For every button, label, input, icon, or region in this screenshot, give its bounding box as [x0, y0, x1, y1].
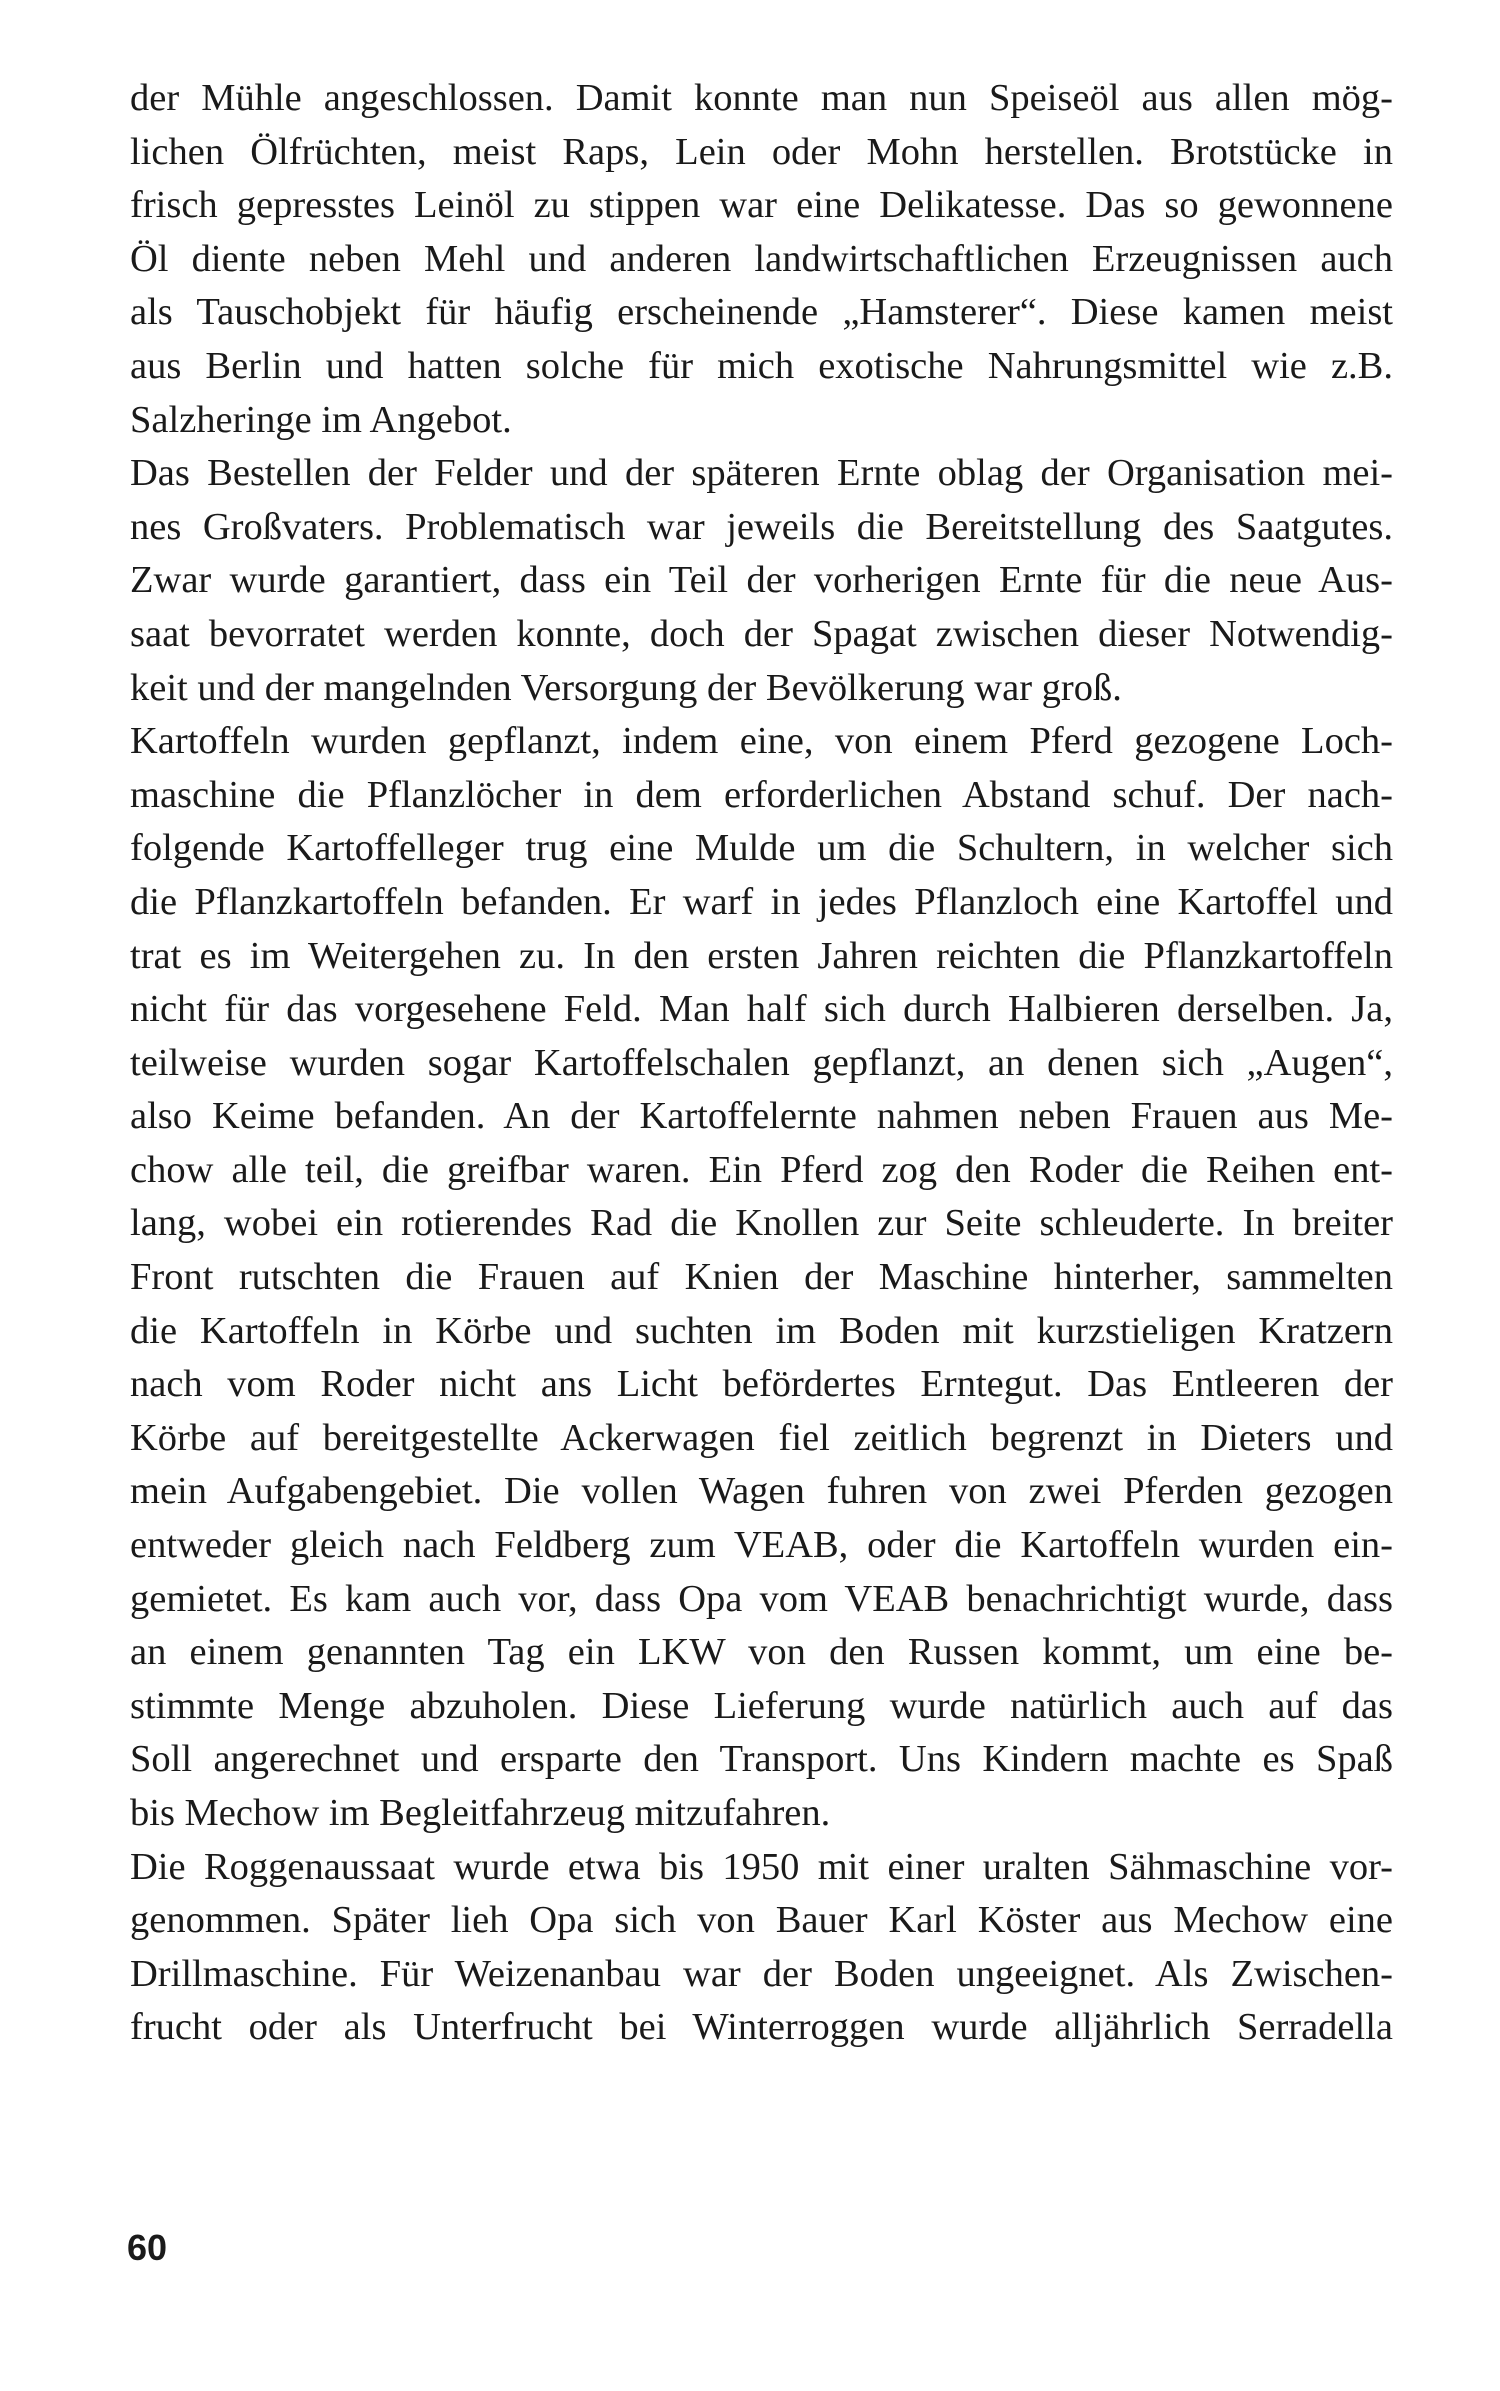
- text-line: teilweise wurden sogar Kartoffelschalen gepflanzt, an denen sich „Augen“,: [130, 1041, 1393, 1084]
- text-line: der Mühle angeschlossen. Damit konnte man nun Speiseöl aus allen mög-: [130, 77, 1393, 119]
- text-line: als Tauschobjekt für häufig erscheinende „Hamsterer“. Diese kamen meist: [130, 291, 1393, 334]
- page-number: 60: [127, 2227, 168, 2268]
- text-line: nach vom Roder nicht ans Licht befördertes Erntegut. Das Entleeren der: [130, 1363, 1393, 1406]
- text-line: lichen Ölfrüchten, meist Raps, Lein oder Mohn herstellen. Brotstücke in: [130, 130, 1393, 173]
- text-line: Das Bestellen der Felder und der späteren Ernte oblag der Organisation mei-: [130, 452, 1393, 495]
- text-line: keit und der mangelnden Versorgung der Bevölkerung war groß.: [130, 666, 1122, 709]
- text-line: die Pflanzkartoffeln befanden. Er warf in jedes Pflanzloch eine Kartoffel und: [130, 880, 1393, 923]
- text-line: die Kartoffeln in Körbe und suchten im Boden mit kurzstieligen Kratzern: [130, 1309, 1393, 1352]
- text-line: trat es im Weitergehen zu. In den ersten Jahren reichten die Pflanzkartoffeln: [130, 934, 1393, 977]
- text-line: gemietet. Es kam auch vor, dass Opa vom VEAB benachrichtigt wurde, dass: [130, 1577, 1393, 1620]
- text-line: Kartoffeln wurden gepflanzt, indem eine, von einem Pferd gezogene Loch-: [130, 720, 1393, 763]
- text-line: chow alle teil, die greifbar waren. Ein Pferd zog den Roder die Reihen ent-: [130, 1148, 1393, 1191]
- text-line: nicht für das vorgesehene Feld. Man half sich durch Halbieren derselben. Ja,: [130, 988, 1393, 1031]
- text-line: Front rutschten die Frauen auf Knien der Maschine hinterher, sammelten: [130, 1256, 1393, 1299]
- text-line: bis Mechow im Begleitfahrzeug mitzufahren.: [130, 1792, 831, 1834]
- text-line: Zwar wurde garantiert, dass ein Teil der vorherigen Ernte für die neue Aus-: [130, 559, 1393, 602]
- text-line: an einem genannten Tag ein LKW von den Russen kommt, um eine be-: [130, 1631, 1393, 1674]
- text-line: Die Roggenaussaat wurde etwa bis 1950 mit einer uralten Sähmaschine vor-: [130, 1845, 1393, 1888]
- text-line: lang, wobei ein rotierendes Rad die Knollen zur Seite schleuderte. In breiter: [130, 1202, 1393, 1245]
- text-line: Soll angerechnet und ersparte den Transport. Uns Kindern machte es Spaß: [130, 1738, 1393, 1781]
- text-line: frucht oder als Unterfrucht bei Winterroggen wurde alljährlich Serradella: [130, 2006, 1393, 2049]
- text-line: nes Großvaters. Problematisch war jeweils die Bereitstellung des Saatgutes.: [130, 505, 1393, 548]
- text-line: stimmte Menge abzuholen. Diese Lieferung wurde natürlich auch auf das: [130, 1684, 1393, 1727]
- text-line: entweder gleich nach Feldberg zum VEAB, oder die Kartoffeln wurden ein-: [130, 1524, 1393, 1567]
- text-line: maschine die Pflanzlöcher in dem erforderlichen Abstand schuf. Der nach-: [130, 773, 1393, 816]
- text-line: genommen. Später lieh Opa sich von Bauer Karl Köster aus Mechow eine: [130, 1899, 1393, 1942]
- text-line: mein Aufgabengebiet. Die vollen Wagen fuhren von zwei Pferden gezogen: [130, 1470, 1393, 1513]
- text-line: Körbe auf bereitgestellte Ackerwagen fiel zeitlich begrenzt in Dieters und: [130, 1416, 1393, 1459]
- text-line: also Keime befanden. An der Kartoffelernte nahmen neben Frauen aus Me-: [130, 1095, 1393, 1138]
- text-line: Salzheringe im Angebot.: [130, 398, 512, 441]
- body-text: [130, 72, 1393, 2055]
- text-line: Öl diente neben Mehl und anderen landwirtschaftlichen Erzeugnissen auch: [130, 237, 1393, 280]
- text-line: folgende Kartoffelleger trug eine Mulde um die Schultern, in welcher sich: [130, 827, 1393, 870]
- text-line: saat bevorratet werden konnte, doch der Spagat zwischen dieser Notwendig-: [130, 612, 1393, 655]
- text-line: Drillmaschine. Für Weizenanbau war der Boden ungeeignet. Als Zwischen-: [130, 1952, 1393, 1995]
- text-line: frisch gepresstes Leinöl zu stippen war eine Delikatesse. Das so gewonnene: [130, 184, 1393, 227]
- text-line: aus Berlin und hatten solche für mich exotische Nahrungsmittel wie z.B.: [130, 344, 1393, 387]
